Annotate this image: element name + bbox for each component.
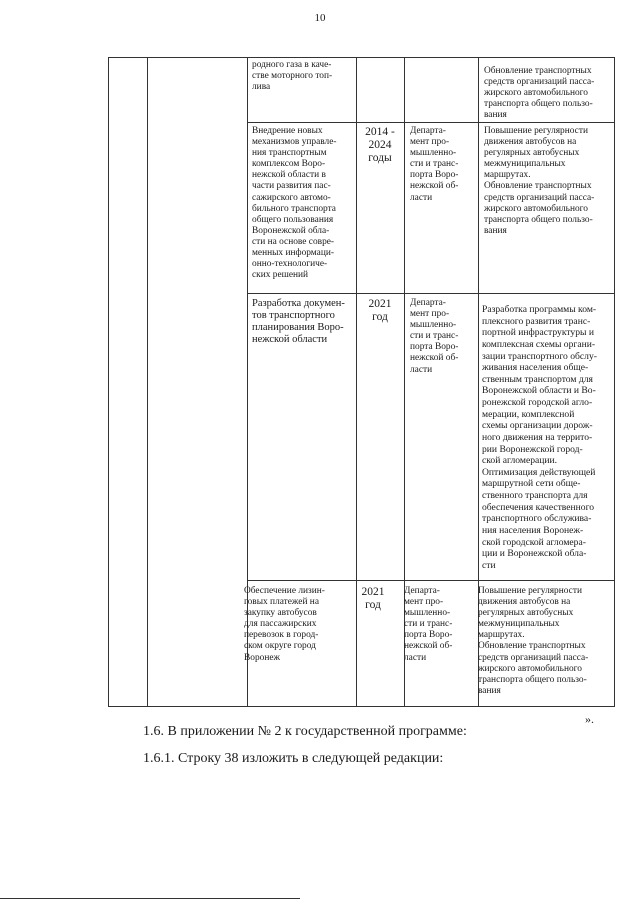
table-cell-period: 2021 год — [361, 586, 385, 611]
table-row-divider — [247, 580, 615, 581]
closing-quote-mark: ». — [585, 712, 594, 726]
table-cell-result: Повышение регулярности движения автобусов на регулярных автобусных межмуниципальных маршрутах. Обновление транспортных средств организаций пасса- жирского автомобильного транспорта общего пользо- вания — [484, 126, 595, 236]
table-cell-activity: Разработка докумен- тов транспортного планирования Воро- нежской области — [252, 298, 345, 345]
paragraph-1-6-1: 1.6.1. Строку 38 изложить в следующей редакции: — [143, 751, 444, 766]
table-cell-result: Обновление транспортных средств организаций пасса- жирского автомобильного транспорта общего пользо- вания — [484, 66, 595, 121]
table-border-bottom — [108, 706, 615, 707]
table-border-top — [108, 57, 615, 58]
table-column-divider — [147, 57, 148, 707]
table-cell-executor: Департа- мент про- мышленно- сти и транс- порта Воро- нежской об- ласти — [404, 586, 453, 663]
table-cell-activity: родного газа в каче- стве моторного топ- лива — [252, 60, 333, 93]
table-row-divider — [247, 122, 615, 123]
table-cell-executor: Департа- мент про- мышленно- сти и транс- порта Воро- нежской об- ласти — [410, 298, 459, 375]
table-cell-result: Разработка программы ком- плексного развития транс- портной инфраструктуры и комплексная схемы органи- зации транспортного обслу- живания населения обще- ственным транспортом для Воронежской области и Во- ронежской городской агло- мерации, комплексной схемы организации дорож- ного движения на террито- рии Воронежской город- ской агломерации. Оптимизация действующей маршрутной сети обще- ственного транспорта для обеспечения качественного транспортного обслужива- ния населения Воронеж- ской городской агломера- ции и Воронежской обла- сти — [482, 304, 597, 571]
table-cell-executor: Департа- мент про- мышленно- сти и транс- порта Воро- нежской об- ласти — [410, 126, 459, 203]
page-number: 10 — [314, 12, 326, 24]
table-cell-activity: Обеспечение лизин- говых платежей на закупку автобусов для пассажирских перевозок в город- ском округе город Воронеж — [244, 586, 325, 663]
table-border-right — [614, 57, 615, 707]
footnote-separator — [0, 898, 300, 899]
table-border-left — [108, 57, 109, 707]
table-row-divider — [247, 293, 615, 294]
paragraph-1-6: 1.6. В приложении № 2 к государственной программе: — [143, 724, 467, 739]
table-cell-activity: Внедрение новых механизмов управле- ния транспортным комплексом Воро- нежской области в части развития пас- сажирского автомо- бильного транспорта общего пользования Воронежской обла- сти на основе совре- менных информаци- онно-технологиче- ских решений — [252, 126, 337, 281]
table-cell-period: 2014 - 2024 годы — [365, 126, 395, 164]
table-cell-result: Повышение регулярности движения автобусов на регулярных автобусных межмуниципальных маршрутах. Обновление транспортных средств организаций пасса- жирского автомобильного транспорта общего пользо- вания — [478, 586, 589, 696]
table-cell-period: 2021 год — [368, 298, 392, 323]
